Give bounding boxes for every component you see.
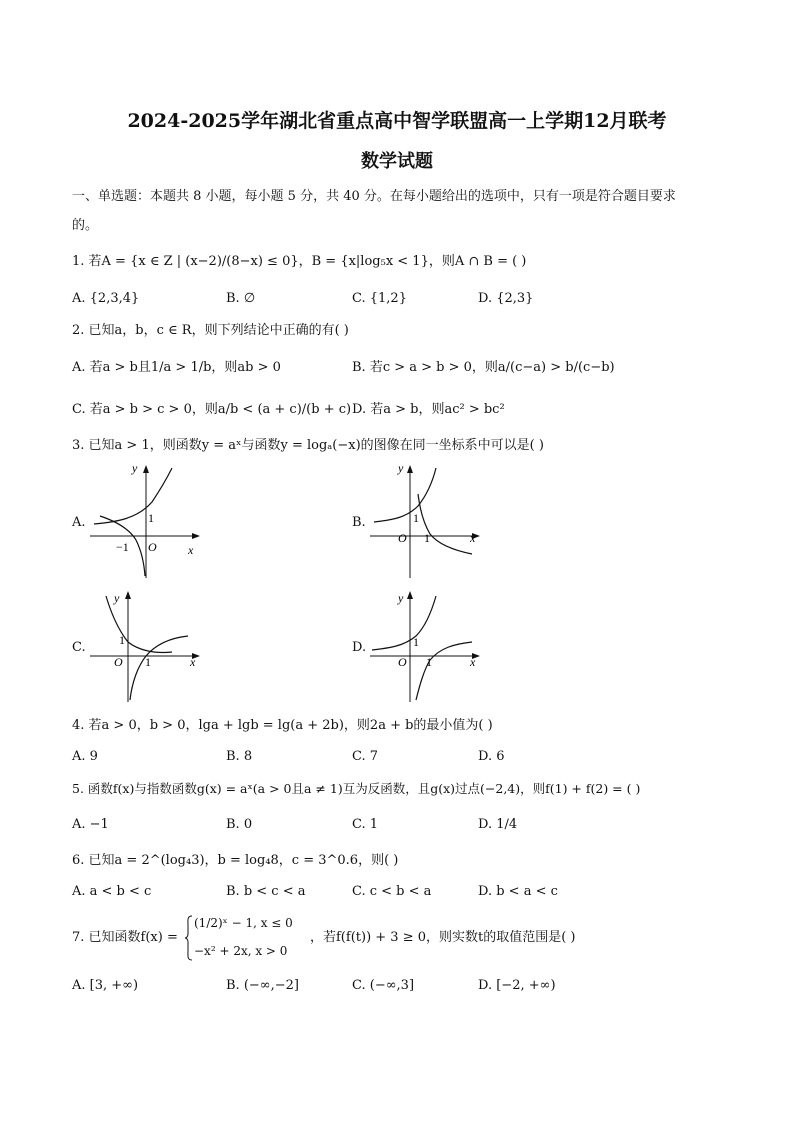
- q6-option-b: B. b < c < a: [226, 884, 306, 899]
- q1-stem: 1. 若A = {x ∈ Z | (x−2)/(8−x) ≤ 0}，B = {x|log₅x < 1}，则A ∩ B = ( ): [72, 254, 527, 269]
- q3c-one-x: 1: [145, 655, 151, 669]
- q3d-one-y: 1: [413, 635, 419, 649]
- q3-graph-b: [368, 462, 488, 580]
- q7-option-a: A. [3, +∞): [72, 978, 139, 993]
- q7-option-b: B. (−∞,−2]: [226, 978, 299, 993]
- q3a-origin: O: [148, 540, 157, 554]
- q4-option-b: B. 8: [226, 749, 253, 764]
- q3b-origin: O: [398, 531, 407, 545]
- q3-graph-d: [368, 588, 488, 706]
- q3a-x-label: x: [188, 543, 194, 557]
- q4-option-a: A. 9: [72, 749, 98, 764]
- q7-brace: [184, 914, 194, 962]
- q3d-origin: O: [398, 655, 407, 669]
- q7-case-1: (1/2)ˣ − 1, x ≤ 0: [194, 916, 293, 930]
- q2-option-d: D. 若a > b，则ac² > bc²: [352, 402, 505, 417]
- q3-option-d: D.: [352, 640, 367, 655]
- q5-option-d: D. 1/4: [478, 817, 518, 832]
- q3c-origin: O: [114, 655, 123, 669]
- q4-stem: 4. 若a > 0，b > 0，lga + lgb = lg(a + 2b)，则2a + b的最小值为( ): [72, 718, 493, 733]
- q3a-neg-one: −1: [116, 540, 129, 554]
- q6-stem: 6. 已知a = 2^(log₄3)，b = log₄8，c = 3^0.6，则( ): [72, 853, 399, 868]
- q7-option-d: D. [−2, +∞): [478, 978, 556, 993]
- q4-option-c: C. 7: [352, 749, 379, 764]
- q3-option-a: A.: [72, 515, 86, 530]
- q3b-one-y: 1: [413, 511, 419, 525]
- exam-title: 2024-2025学年湖北省重点高中智学联盟高一上学期12月联考: [127, 110, 667, 132]
- q3c-y-label: y: [114, 591, 120, 605]
- q3b-x-label: x: [470, 531, 476, 545]
- q5-option-b: B. 0: [226, 817, 253, 832]
- q7-stem-post: ，若f(f(t)) + 3 ≥ 0，则实数t的取值范围是( ): [310, 930, 576, 945]
- q3-option-b: B.: [352, 515, 366, 530]
- q2-option-c: C. 若a > b > c > 0，则a/b < (a + c)/(b + c): [72, 402, 352, 417]
- q3d-one-x: 1: [426, 655, 432, 669]
- q3-graph-c: [88, 588, 208, 706]
- q3d-x-label: x: [470, 655, 476, 669]
- q3c-one-y: 1: [119, 633, 125, 647]
- q7-option-c: C. (−∞,3]: [352, 978, 415, 993]
- q2-option-a: A. 若a > b且1/a > 1/b，则ab > 0: [72, 360, 281, 375]
- q6-option-c: C. c < b < a: [352, 884, 432, 899]
- q3b-one-x: 1: [424, 531, 430, 545]
- q5-option-a: A. −1: [72, 817, 109, 832]
- q3-stem: 3. 已知a > 1，则函数y = aˣ与函数y = logₐ(−x)的图像在同一坐标系中可以是( ): [72, 438, 544, 453]
- q6-option-d: D. b < a < c: [478, 884, 558, 899]
- q5-stem: 5. 函数f(x)与指数函数g(x) = aˣ(a > 0且a ≠ 1)互为反函数，且g(x)过点(−2,4)，则f(1) + f(2) = ( ): [72, 781, 641, 796]
- q1-option-c: C. {1,2}: [352, 291, 407, 306]
- section-instructions: 一、单选题：本题共 8 小题，每小题 5 分，共 40 分。在每小题给出的选项中，只有一项是符合题目要求: [72, 189, 676, 204]
- q7-case-2: −x² + 2x, x > 0: [194, 944, 288, 958]
- q1-option-d: D. {2,3}: [478, 291, 534, 306]
- q3b-y-label: y: [398, 462, 404, 475]
- q3c-x-label: x: [190, 655, 196, 669]
- q3a-y-label: y: [132, 462, 138, 475]
- q3-graph-a: [88, 462, 208, 580]
- q4-option-d: D. 6: [478, 749, 505, 764]
- q2-option-b: B. 若c > a > b > 0，则a/(c−a) > b/(c−b): [352, 360, 615, 375]
- q3a-one: 1: [148, 511, 154, 525]
- q3-option-c: C.: [72, 640, 86, 655]
- section-instructions-cont: 的。: [72, 218, 99, 233]
- q2-stem: 2. 已知a，b，c ∈ R，则下列结论中正确的有( ): [72, 323, 349, 338]
- q1-option-a: A. {2,3,4}: [72, 291, 140, 306]
- q5-option-c: C. 1: [352, 817, 379, 832]
- q1-option-b: B. ∅: [226, 291, 256, 306]
- exam-subtitle: 数学试题: [361, 151, 433, 172]
- q7-stem-pre: 7. 已知函数f(x) =: [72, 930, 178, 945]
- q6-option-a: A. a < b < c: [72, 884, 152, 899]
- q3d-y-label: y: [398, 591, 404, 605]
